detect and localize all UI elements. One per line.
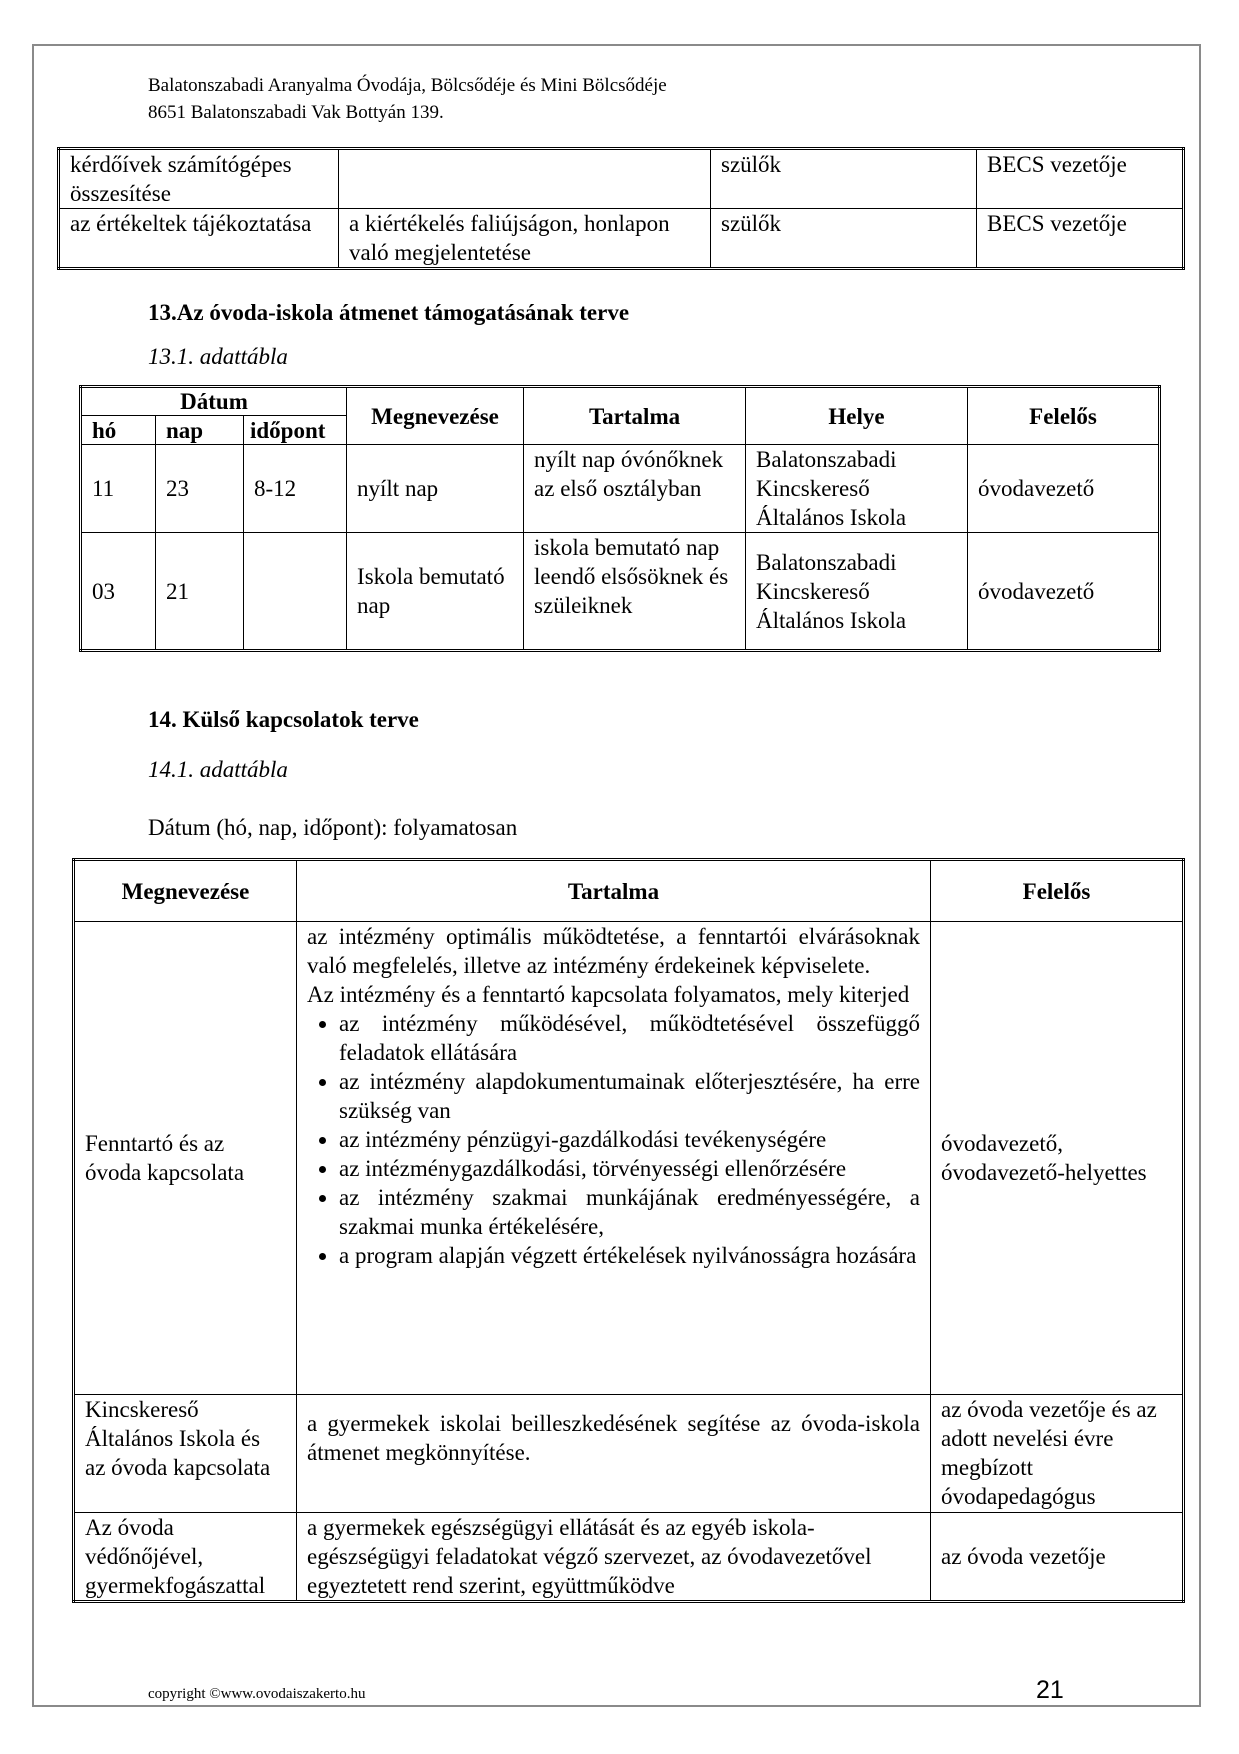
header-tartalma: Tartalma: [297, 860, 931, 922]
list-item: • az intézmény alapdokumentumainak előterjesztésére, ha erre szükség van: [339, 1067, 920, 1125]
table-row: [81, 533, 1160, 651]
section-13-title: 13.Az óvoda-iskola átmenet támogatásának terve: [148, 300, 630, 325]
content-paragraph: az intézmény optimális működtetése, a fenntartói elvárásoknak való megfelelés, illetve az intézmény érdekeinek képviselete.: [307, 924, 920, 978]
cell-megnevezese: Fenntartó és az óvoda kapcsolata: [74, 922, 297, 1395]
table-cell: BECS vezetője: [977, 209, 1184, 269]
header-megnevezese: Megnevezése: [74, 860, 297, 922]
header-helye: Helye: [746, 387, 968, 445]
table-header-row: [81, 387, 1160, 416]
cell-megnevezese: Az óvoda védőnőjével, gyermekfogászattal: [74, 1513, 297, 1602]
table-cell: a kiértékelés faliújságon, honlapon való megjelentetése: [339, 209, 711, 269]
table-row: [74, 922, 1184, 1395]
list-item: • az intézménygazdálkodási, törvényességi ellenőrzésére: [339, 1154, 920, 1183]
external-relations-table: [72, 858, 1185, 1603]
content-paragraph: Az intézmény és a fenntartó kapcsolata folyamatos, mely kiterjed: [307, 982, 910, 1007]
table-cell: kérdőívek számítógépes összesítése: [59, 149, 339, 209]
list-item: • az intézmény működésével, működtetésével összefüggő feladatok ellátására: [339, 1009, 920, 1067]
header-tartalma: Tartalma: [524, 387, 746, 445]
cell-idopont: [244, 533, 347, 651]
cell-felelos: az óvoda vezetője és az adott nevelési évre megbízott óvodapedagógus: [931, 1395, 1184, 1513]
cell-ho: 03: [81, 533, 156, 651]
table-header-row: [74, 860, 1184, 922]
header-ho: hó: [81, 416, 156, 445]
header-felelos: Felelős: [931, 860, 1184, 922]
table-row: [74, 1513, 1184, 1602]
cell-felelos: óvodavezető, óvodavezető-helyettes: [931, 922, 1184, 1395]
header-address: 8651 Balatonszabadi Vak Bottyán 139.: [148, 102, 444, 123]
header-nap: nap: [156, 416, 244, 445]
table-cell: szülők: [711, 149, 977, 209]
cell-nap: 23: [156, 445, 244, 533]
cell-felelos: óvodavezető: [968, 533, 1160, 651]
list-item: • az intézmény szakmai munkájának eredményességére, a szakmai munka értékelésére,: [339, 1183, 920, 1241]
datum-line: Dátum (hó, nap, időpont): folyamatosan: [148, 815, 518, 840]
table-row: [74, 1395, 1184, 1513]
header-datum: Dátum: [81, 387, 347, 416]
cell-megnevezese: Kincskereső Általános Iskola és az óvoda kapcsolata: [74, 1395, 297, 1513]
cell-felelos: óvodavezető: [968, 445, 1160, 533]
header-megnevezese: Megnevezése: [347, 387, 524, 445]
table-cell: szülők: [711, 209, 977, 269]
cell-megnevezese: Iskola bemutató nap: [347, 533, 524, 651]
header-idopont: időpont: [244, 416, 347, 445]
list-item: • az intézmény pénzügyi-gazdálkodási tevékenységére: [339, 1125, 920, 1154]
cell-tartalma: [297, 922, 931, 1395]
list-item: • a program alapján végzett értékelések nyilvánosságra hozására: [339, 1241, 920, 1270]
transition-table: [79, 385, 1161, 652]
section-14-subtitle: 14.1. adattábla: [148, 757, 288, 782]
continuation-table: [57, 147, 1185, 270]
cell-ho: 11: [81, 445, 156, 533]
cell-tartalma: nyílt nap óvónőknek az első osztályban: [524, 445, 746, 533]
table-row: [59, 209, 1184, 269]
table-row: [81, 445, 1160, 533]
header-felelos: Felelős: [968, 387, 1160, 445]
cell-nap: 21: [156, 533, 244, 651]
cell-helye: Balatonszabadi Kincskereső Általános Iskola: [746, 533, 968, 651]
cell-felelos: az óvoda vezetője: [931, 1513, 1184, 1602]
table-cell: az értékeltek tájékoztatása: [59, 209, 339, 269]
cell-tartalma: a gyermekek egészségügyi ellátását és az egyéb iskola-egészségügyi feladatokat végző szervezet, az óvodavezetővel egyeztetett rend szerint, együttműködve: [297, 1513, 931, 1602]
table-cell: BECS vezetője: [977, 149, 1184, 209]
cell-tartalma: iskola bemutató nap leendő elsősöknek és szüleiknek: [524, 533, 746, 651]
page-number: 21: [1036, 1676, 1064, 1704]
cell-idopont: 8-12: [244, 445, 347, 533]
section-13-subtitle: 13.1. adattábla: [148, 344, 288, 369]
header-institution: Balatonszabadi Aranyalma Óvodája, Bölcsődéje és Mini Bölcsődéje: [148, 75, 667, 96]
footer-copyright: copyright ©www.ovodaiszakerto.hu: [148, 1686, 366, 1702]
document-header: [148, 72, 667, 126]
cell-megnevezese: nyílt nap: [347, 445, 524, 533]
bullet-list: [307, 1009, 920, 1270]
section-14-title: 14. Külső kapcsolatok terve: [148, 707, 419, 732]
cell-helye: Balatonszabadi Kincskereső Általános Iskola: [746, 445, 968, 533]
cell-tartalma: a gyermekek iskolai beilleszkedésének segítése az óvoda-iskola átmenet megkönnyítése.: [297, 1395, 931, 1513]
table-row: [59, 149, 1184, 209]
table-cell: [339, 149, 711, 209]
